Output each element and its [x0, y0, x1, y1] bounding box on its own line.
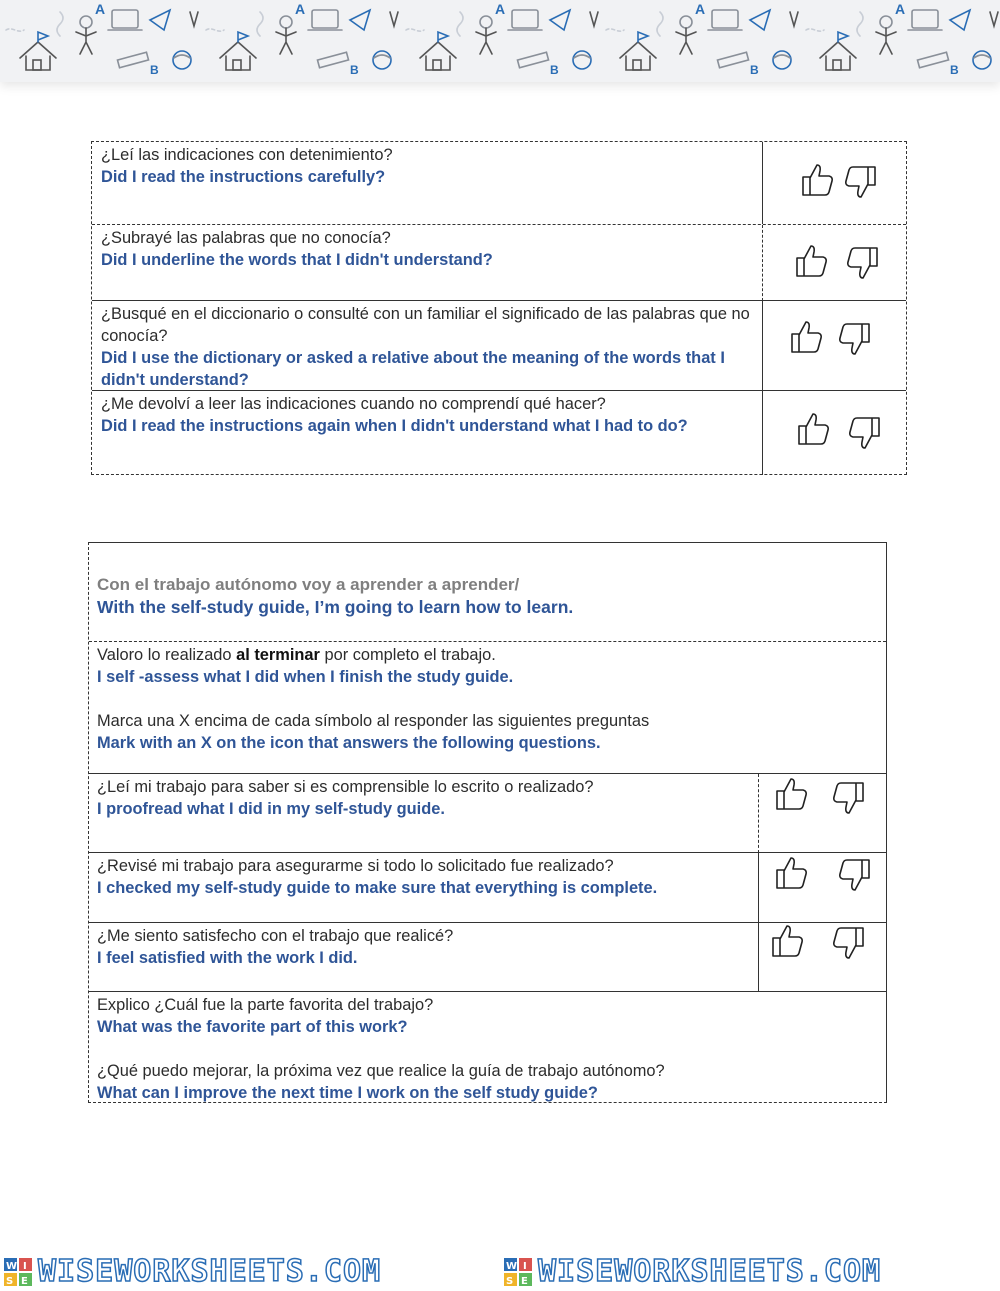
icons-cell [762, 301, 906, 391]
self-check-table-1 [91, 141, 907, 475]
question-text [101, 227, 493, 271]
thumbs-up-icon[interactable] [775, 776, 809, 812]
instruction-part: por completo el trabajo. [319, 646, 496, 664]
thumbs-down-icon[interactable] [831, 780, 865, 816]
question-english: I feel satisfied with the work I did. [97, 949, 358, 967]
question-english: I checked my self-study guide to make sure that everything is complete. [97, 879, 658, 897]
icons-cell [762, 142, 906, 224]
question-spanish: ¿Revisé mi trabajo para asegurarme si todo lo solicitado fue realizado? [97, 857, 614, 875]
icons-cell [758, 774, 886, 853]
closing-row [89, 991, 886, 1102]
thumbs-down-icon[interactable] [831, 925, 865, 961]
table-row [89, 852, 886, 923]
thumbs-up-icon[interactable] [775, 855, 809, 891]
question-spanish: ¿Leí mi trabajo para saber si es comprensible lo escrito o realizado? [97, 778, 594, 796]
question-english: Did I read the instructions carefully? [101, 168, 386, 186]
instruction-english-2: Mark with an X on the icon that answers the following questions. [97, 734, 601, 752]
svg-text:B: B [150, 63, 159, 77]
instructions-text [97, 644, 649, 754]
question-text [101, 393, 688, 437]
logo-letter: W [6, 1261, 18, 1272]
question-text [97, 925, 453, 969]
thumbs-down-icon[interactable] [837, 321, 871, 357]
instruction-spanish-2: Marca una X encima de cada símbolo al responder las siguientes preguntas [97, 712, 650, 730]
question-spanish: ¿Me siento satisfecho con el trabajo que realicé? [97, 927, 454, 945]
question-english: Did I underline the words that I didn't understand? [101, 251, 493, 269]
instruction-spanish-1 [97, 644, 649, 666]
question-english: Did I read the instructions again when I didn't understand what I had to do? [101, 417, 688, 435]
footer-logo [4, 1252, 494, 1291]
heading-spanish: Con el trabajo autónomo voy a aprender a aprender/ [97, 575, 520, 594]
logo-letter: S [6, 1276, 14, 1286]
brand-text: WISEWORKSHEETS.COM [38, 1254, 382, 1289]
heading-english: With the self-study guide, I’m going to learn how to learn. [97, 597, 574, 617]
svg-text:A: A [95, 1, 106, 17]
closing-question-spanish-2: ¿Qué puedo mejorar, la próxima vez que realice la guía de trabajo autónomo? [97, 1062, 665, 1080]
question-english: Did I use the dictionary or asked a relative about the meaning of the words that I didn't understand? [101, 349, 725, 389]
question-text [97, 776, 594, 820]
header-banner [0, 0, 1000, 82]
logo-letter: S [506, 1276, 514, 1286]
question-spanish: ¿Me devolví a leer las indicaciones cuando no comprendí qué hacer? [101, 395, 606, 413]
table-row [92, 300, 906, 391]
table-row [89, 922, 886, 992]
logo-letter: E [521, 1276, 528, 1286]
question-text [101, 303, 756, 391]
closing-question-english-1: What was the favorite part of this work? [97, 1018, 408, 1036]
thumbs-up-icon[interactable] [771, 923, 805, 959]
wise-logo-icon [504, 1258, 532, 1286]
footer-logo [504, 1252, 996, 1291]
table-row [89, 773, 886, 853]
thumbs-down-icon[interactable] [843, 164, 877, 200]
question-text [97, 855, 657, 899]
closing-text [97, 994, 665, 1104]
logo-letter: I [523, 1261, 527, 1272]
table-row [92, 390, 906, 475]
question-spanish: ¿Busqué en el diccionario o consulté con un familiar el significado de las palabras que no conocía? [101, 305, 750, 345]
table-row [92, 142, 906, 224]
self-study-table-2 [88, 542, 887, 1103]
question-spanish: ¿Leí las indicaciones con detenimiento? [101, 146, 393, 164]
thumbs-down-icon[interactable] [837, 857, 871, 893]
question-text [101, 144, 393, 188]
thumbs-down-icon[interactable] [845, 245, 879, 281]
thumbs-up-icon[interactable] [795, 243, 829, 279]
logo-letter: I [23, 1261, 27, 1272]
thumbs-up-icon[interactable] [790, 319, 824, 355]
heading-text [97, 573, 573, 619]
question-english: I proofread what I did in my self-study guide. [97, 800, 445, 818]
closing-question-english-2: What can I improve the next time I work on the self study guide? [97, 1084, 598, 1102]
icons-cell [762, 225, 906, 301]
question-spanish: ¿Subrayé las palabras que no conocía? [101, 229, 391, 247]
table-row [92, 224, 906, 301]
thumbs-up-icon[interactable] [801, 162, 835, 198]
logo-letter: E [21, 1276, 28, 1286]
footer-watermark [0, 1252, 1000, 1291]
icons-cell [758, 853, 886, 923]
logo-letter: W [506, 1261, 518, 1272]
brand-text: WISEWORKSHEETS.COM [538, 1254, 882, 1289]
wise-logo-icon [4, 1258, 32, 1286]
doodle-pattern [0, 0, 1000, 82]
instruction-english-1: I self -assess what I did when I finish the study guide. [97, 668, 514, 686]
instructions-row [89, 641, 886, 774]
instruction-part: Valoro lo realizado [97, 646, 237, 664]
icons-cell [762, 391, 906, 475]
closing-question-spanish-1: Explico ¿Cuál fue la parte favorita del trabajo? [97, 996, 434, 1014]
icons-cell [758, 923, 886, 992]
heading-row [89, 543, 886, 641]
thumbs-down-icon[interactable] [847, 415, 881, 451]
thumbs-up-icon[interactable] [797, 411, 831, 447]
instruction-bold: al terminar [236, 646, 320, 664]
